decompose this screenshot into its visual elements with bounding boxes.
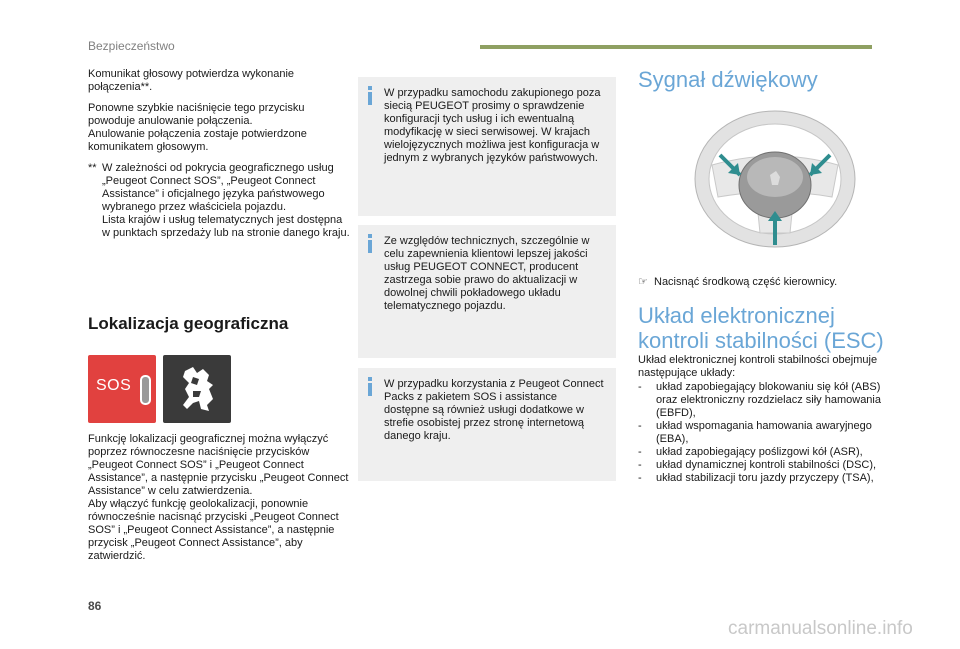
footnote-text: W zależności od pokrycia geograficznego usług „Peugeot Connect SOS”, „Peugeot Connect Assistance” i oficjalnego języka państwowego wybranego przez właściciela pojazdu. — [102, 162, 334, 213]
esc-system-list — [638, 381, 888, 485]
info-note — [358, 225, 616, 358]
horn-title: Sygnał dźwiękowy — [638, 67, 818, 92]
footnote — [88, 162, 350, 240]
pointing-hand-icon: ☞ — [638, 276, 648, 288]
page-number: 86 — [88, 599, 102, 613]
header-divider — [480, 45, 872, 49]
info-note-text: Ze względów technicznych, szczególnie w celu zapewnienia klientowi lepszej jakości usług PEUGEOT CONNECT, producent zastrzega sobie prawo do aktualizacji w dowolnej chwili pokładowego układu telematycznego pojazdu. — [384, 235, 590, 312]
info-note — [358, 77, 616, 216]
section-header: Bezpieczeństwo — [88, 39, 175, 53]
esc-intro: Układ elektronicznej kontroli stabilności obejmuje następujące układy: — [638, 354, 878, 379]
watermark: carmanualsonline.info — [728, 618, 913, 639]
sos-label: SOS — [96, 377, 132, 394]
info-icon — [368, 86, 372, 105]
list-item: - układ zapobiegający poślizgowi kół (ASR), — [638, 446, 863, 458]
info-note-text: W przypadku korzystania z Peugeot Connect Packs z pakietem SOS i assistance dostępne są również usługi dodatkowe w strefie osobistej przez stronę internetową danego kraju. — [384, 378, 604, 442]
column-left-lower — [88, 433, 350, 563]
paragraph: Anulowanie połączenia zostaje potwierdzone komunikatem głosowym. — [88, 128, 307, 153]
list-item: - układ zapobiegający blokowaniu się kół (ABS) oraz elektroniczny rozdzielacz siły hamowania (EBFD), — [638, 381, 881, 419]
column-left — [88, 68, 350, 240]
paragraph: Ponowne szybkie naciśnięcie tego przycisku powoduje anulowanie połączenia. — [88, 102, 305, 127]
assistance-button-image — [163, 355, 231, 423]
info-note-text: W przypadku samochodu zakupionego poza siecią PEUGEOT prosimy o sprawdzenie konfiguracji tych usług i ich ewentualną modyfikację w sieci serwisowej. W krajach wielojęzycznych możliwa jest konfiguracja w jednym z wybranych języków państwowych. — [384, 87, 601, 164]
info-note — [358, 368, 616, 481]
list-item: - układ wspomagania hamowania awaryjnego (EBA), — [638, 420, 872, 445]
list-item: - układ dynamicznej kontroli stabilności (DSC), — [638, 459, 877, 471]
lion-logo-icon — [163, 355, 231, 423]
paragraph: Komunikat głosowy potwierdza wykonanie połączenia**. — [88, 68, 295, 93]
sos-button-image — [88, 355, 156, 423]
paragraph: Funkcję lokalizacji geograficznej można wyłączyć poprzez równoczesne naciśnięcie przycisków „Peugeot Connect SOS” i „Peugeot Connect Assistance”, a następnie przycisku „Peugeot Connect Assistance” w celu zatwierdzenia. — [88, 433, 349, 497]
footnote-marker: ** — [88, 162, 97, 174]
led-indicator — [140, 375, 151, 405]
instruction-line — [638, 276, 837, 289]
info-icon — [368, 377, 372, 396]
footnote-text: Lista krajów i usług telematycznych jest dostępna w punktach sprzedaży lub na stronie danego kraju. — [102, 214, 350, 239]
paragraph: Aby włączyć funkcję geolokalizacji, ponownie równocześnie nacisnąć przyciski „Peugeot Connect SOS” i „Peugeot Connect Assistance”, a następnie przycisk „Peugeot Connect Assistance”, aby zatwierdzić. — [88, 498, 339, 562]
steering-wheel-illustration — [690, 105, 860, 250]
info-icon — [368, 234, 372, 253]
esc-title: Układ elektronicznej kontroli stabilności (ESC) — [638, 303, 884, 353]
instruction-text: Nacisnąć środkową część kierownicy. — [654, 276, 838, 288]
section-title-geolocation: Lokalizacja geograficzna — [88, 314, 289, 333]
list-item: - układ stabilizacji toru jazdy przyczepy (TSA), — [638, 472, 874, 484]
